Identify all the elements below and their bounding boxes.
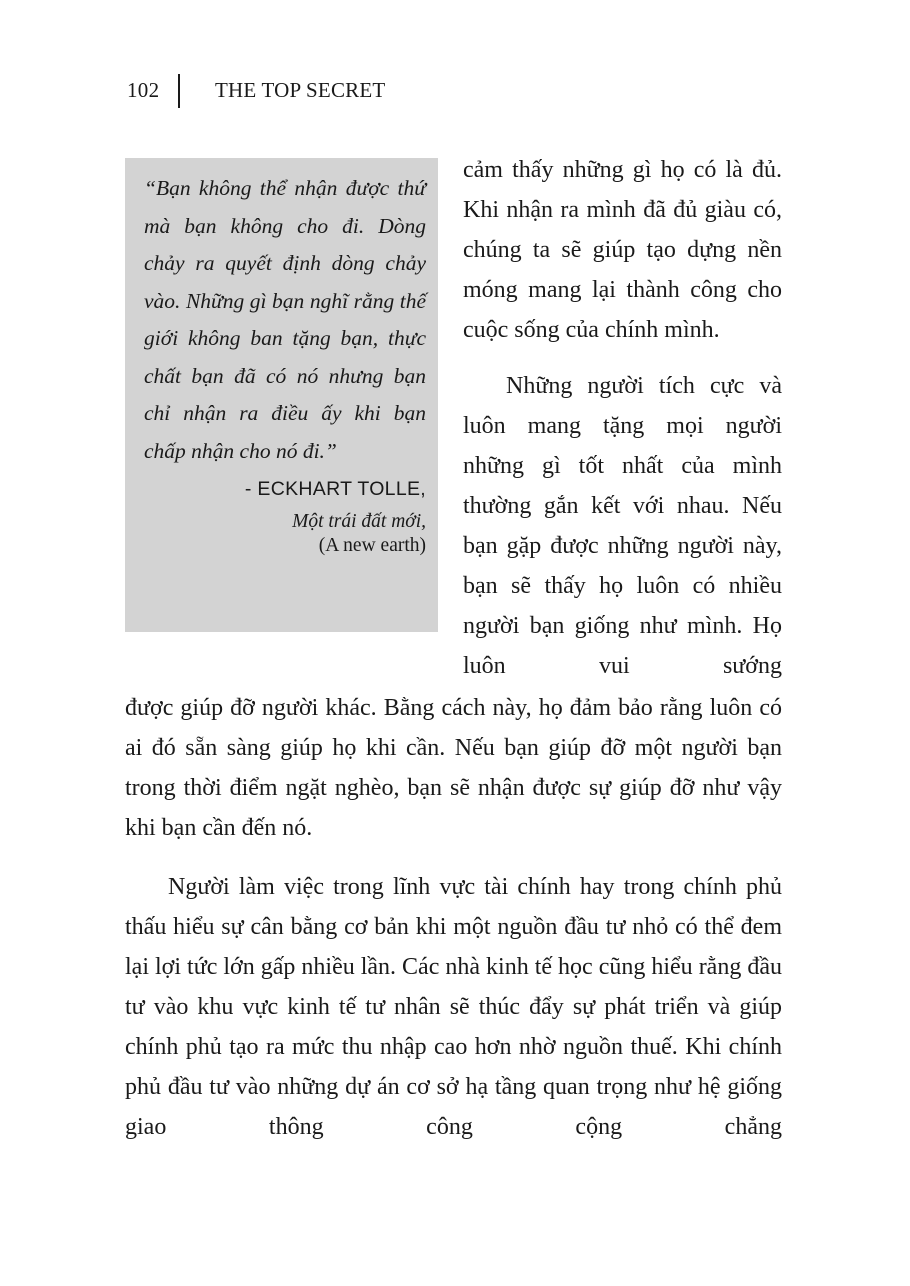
quote-book-title: Một trái đất mới,	[292, 511, 426, 532]
quote-book-title-en: (A new earth)	[318, 535, 426, 556]
page-header	[0, 74, 910, 110]
paragraph-2-continued: được giúp đỡ người khác. Bằng cách này, họ đảm bảo rằng luôn có ai đó sẵn sàng giúp họ khi cần. Nếu bạn giúp đỡ một người bạn trong thời điểm ngặt nghèo, bạn sẽ nhận được sự giúp đỡ như vậy khi bạn cần đến nó.	[125, 695, 782, 841]
running-title: THE TOP SECRET	[215, 78, 386, 102]
page-number: 102	[127, 78, 160, 102]
paragraph-3: Người làm việc trong lĩnh vực tài chính hay trong chính phủ thấu hiểu sự cân bằng cơ bản khi một nguồn đầu tư nhỏ có thể đem lại lợi tức lớn gấp nhiều lần. Các nhà kinh tế học cũng hiểu rằng đầu tư vào khu vực kinh tế tư nhân sẽ thúc đẩy sự phát triển và giúp chính phủ tạo ra mức thu nhập cao hơn nhờ nguồn thuế. Khi chính phủ đầu tư vào những dự án cơ sở hạ tầng quan trọng như hệ giống giao thông công cộng chẳng	[125, 874, 782, 1140]
body-column-narrow	[463, 150, 782, 686]
header-divider	[178, 74, 180, 108]
quote-text: “Bạn không thể nhận được thứ mà bạn không cho đi. Dòng chảy ra quyết định dòng chảy vào. Những gì bạn nghĩ rằng thế giới không ban tặng bạn, thực chất bạn đã có nó nhưng bạn chỉ nhận ra điều ấy khi bạn chấp nhận cho nó đi.”	[144, 176, 426, 463]
paragraph-2-start: Những người tích cực và luôn mang tặng mọi người những gì tốt nhất của mình thường gắn kết với nhau. Nếu bạn gặp được những người này, bạn sẽ thấy họ luôn có nhiều người bạn giống như mình. Họ luôn vui sướng	[463, 373, 782, 679]
paragraph-1: cảm thấy những gì họ có là đủ. Khi nhận ra mình đã đủ giàu có, chúng ta sẽ giúp tạo dựng nền móng mang lại thành công cho cuộc sống của chính mình.	[463, 157, 782, 343]
body-column-full	[125, 688, 782, 1147]
quote-author: - ECKHART TOLLE,	[244, 478, 426, 500]
quote-box	[125, 158, 438, 632]
